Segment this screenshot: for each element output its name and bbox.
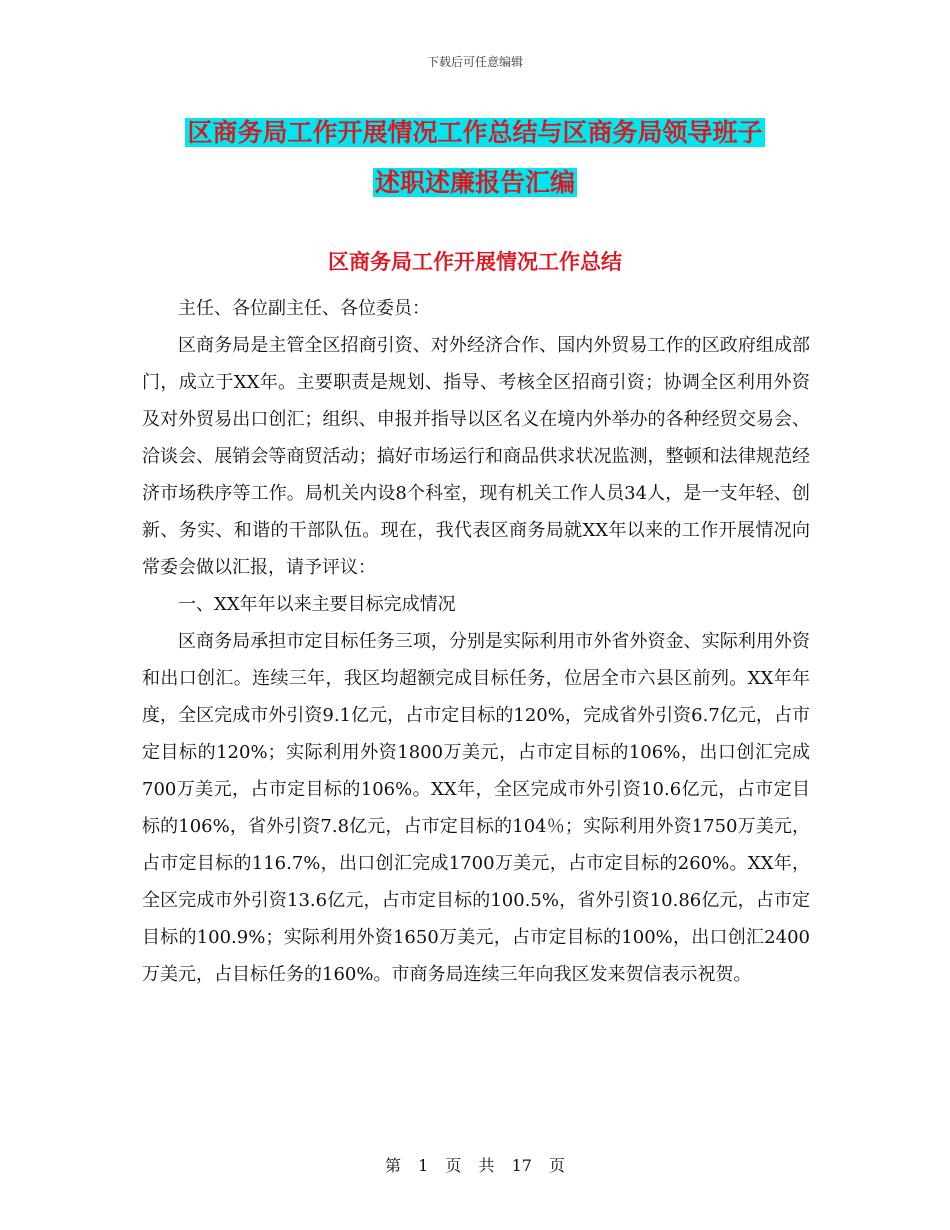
page-footer bbox=[0, 1153, 950, 1176]
page-number: 1 bbox=[418, 1156, 429, 1175]
section-heading: 一、XX年年以来主要目标完成情况 bbox=[178, 594, 456, 615]
paragraph: 区商务局承担市定目标任务三项，分别是实际利用市外省外资金、实际利用外资和出口创汇。连续三年，我区均超额完成目标任务，位居全市六县区前列。XX年年度，全区完成市外引资9.1亿元，占市定目标的120%，完成省外引资6.7亿元，占市定目标的120%；实际利用外资1800万美元，占市定目标的106%，出口创汇完成700万美元，占市定目标的106%。XX年，全区完成市外引资10.6亿元，占市定目标的106%，省外引资7.8亿元，占市定目标的104％；实际利用外资1750万美元，占市定目标的116.7%，出口创汇完成1700万美元，占市定目标的260%。XX年，全区完成市外引资13.6亿元，占市定目标的100.5%，省外引资10.86亿元，占市定目标的100.9%；实际利用外资1650万美元，占市定目标的100%，出口创汇2400万美元，占目标任务的160%。市商务局连续三年向我区发来贺信表示祝贺。 bbox=[142, 631, 810, 985]
salutation: 主任、各位副主任、各位委员： bbox=[178, 298, 430, 319]
header-note: 下载后可任意编辑 bbox=[426, 55, 523, 69]
footer-suffix: 页 bbox=[549, 1156, 566, 1175]
footer-total-word: 共 bbox=[478, 1156, 495, 1175]
footer-prefix: 第 bbox=[384, 1156, 401, 1175]
total-pages: 17 bbox=[511, 1156, 532, 1175]
document-title bbox=[0, 108, 950, 208]
paragraph: 区商务局是主管全区招商引资、对外经济合作、国内外贸易工作的区政府组成部门，成立于XX年。主要职责是规划、指导、考核全区招商引资；协调全区利用外资及对外贸易出口创汇；组织、申报并指导以区名义在境内外举办的各种经贸交易会、洽谈会、展销会等商贸活动；搞好市场运行和商品供求状况监测，整顿和法律规范经济市场秩序等工作。局机关内设8个科室，现有机关工作人员34人，是一支年轻、创新、务实、和谐的干部队伍。现在，我代表区商务局就XX年以来的工作开展情况向常委会做以汇报，请予评议： bbox=[142, 335, 810, 578]
footer-page-word: 页 bbox=[445, 1156, 462, 1175]
title-line-1: 区商务局工作开展情况工作总结与区商务局领导班子 bbox=[187, 118, 763, 147]
title-line-2: 述职述廉报告汇编 bbox=[374, 168, 575, 197]
section-title: 区商务局工作开展情况工作总结 bbox=[328, 249, 622, 274]
document-body bbox=[142, 290, 810, 993]
